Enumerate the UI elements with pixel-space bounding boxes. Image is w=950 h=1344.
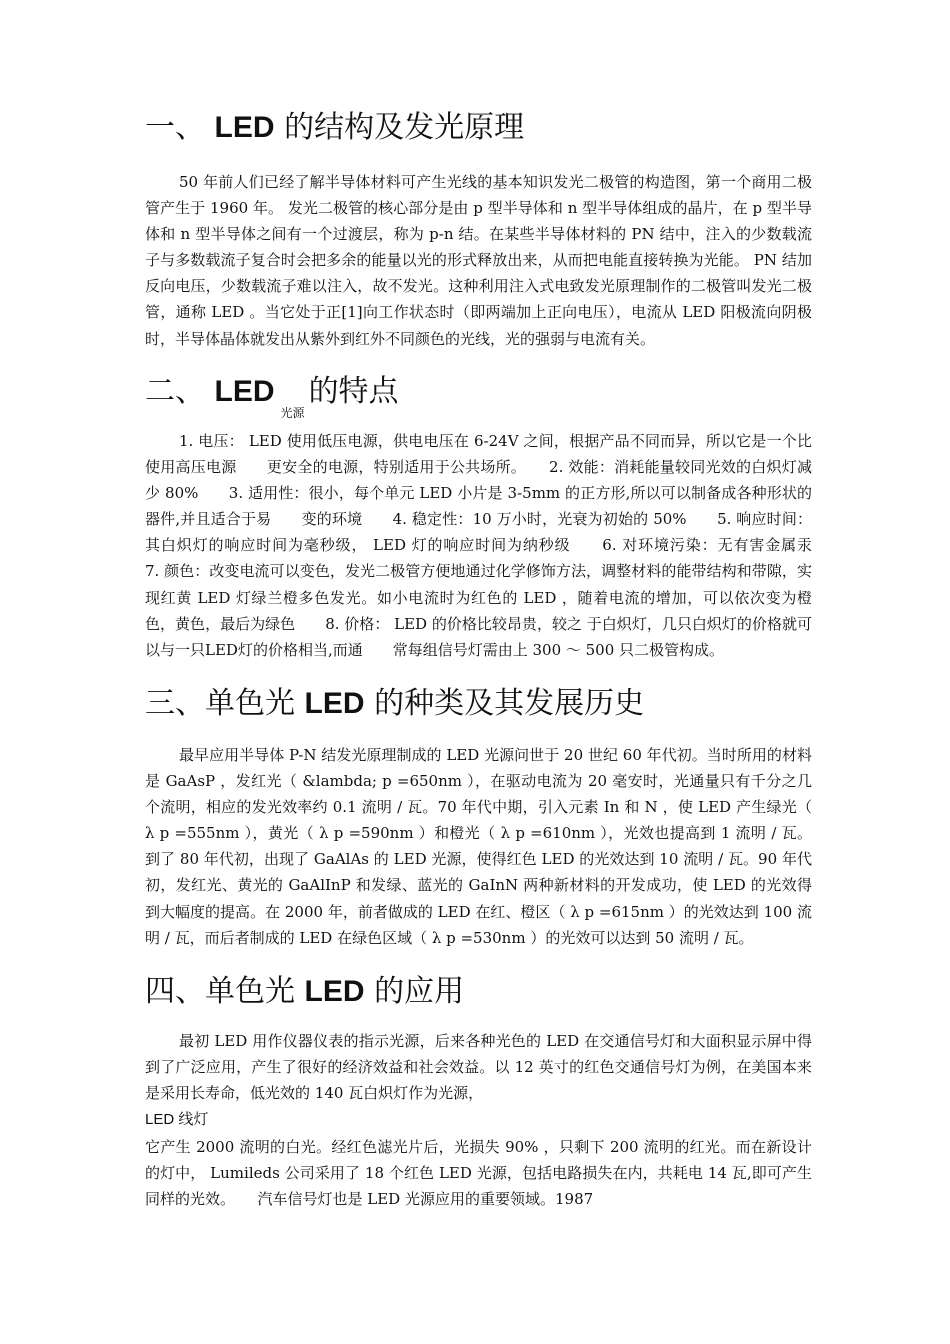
heading-number: 二、 bbox=[145, 374, 205, 409]
heading-text: 的结构及发光原理 bbox=[284, 110, 525, 145]
heading-number: 四、单色光 bbox=[145, 974, 295, 1009]
paragraph-history: 最早应用半导体 P-N 结发光原理制成的 LED 光源问世于 20 世纪 60 年代初。当时所用的材料是 GaAsP ，发红光（ &lambda; p =650nm ），在驱动电流为 20 毫安时，光通量只有千分之几个流明，相应的发光效率约 0.1 流明 / 瓦。70 年代中期，引入元素 In 和 N ，使 LED 产生绿光（ λ p =555nm ），黄光（ λ p =590nm ）和橙光（ λ p =610nm ），光效也提高到 1 流明 / 瓦。到了 80 年代初，出现了 GaAlAs 的 LED 光源，使得红色 LED 的光效达到 10 流明 / 瓦。90 年代初，发红光、黄光的 GaAlInP 和发绿、蓝光的 GaInN 两种新材料的开发成功，使 LED 的光效得到大幅度的提高。在 2000 年，前者做成的 LED 在红、橙区（ λ p =615nm ）的光效达到 100 流明 / 瓦，而后者制成的 LED 在绿色区域（ λ p =530nm ）的光效可以达到 50 流明 / 瓦。 bbox=[145, 746, 812, 947]
heading-history bbox=[145, 686, 644, 722]
paragraph-application: 最初 LED 用作仪器仪表的指示光源，后来各种光色的 LED 在交通信号灯和大面积显示屏中得到了广泛应用，产生了很好的经济效益和社会效益。以 12 英寸的红色交通信号灯为例，在美国本来是采用长寿命，低光效的 140 瓦白炽灯作为光源， bbox=[145, 1032, 812, 1103]
paragraph-structure: 50 年前人们已经了解半导体材料可产生光线的基本知识发光二极管的构造图，第一个商用二极管产生于 1960 年。 发光二极管的核心部分是由 p 型半导体和 n 型半导体组成的晶片，在 p 型半导体和 n 型半导体之间有一个过渡层，称为 p-n 结。在某些半导体材料的 PN 结中，注入的少数载流子与多数载流子复合时会把多余的能量以光的形式释放出来，从而把电能直接转换为光能。 PN 结加反向电压，少数载流子难以注入，故不发光。这种利用注入式电致发光原理制作的二极管叫发光二极管，通称 LED 。当它处于正[1]向工作状态时（即两端加上正向电压），电流从 LED 阳极流向阴极时，半导体晶体就发出从紫外到红外不同颜色的光线，光的强弱与电流有关。 bbox=[145, 173, 812, 348]
label-led-strip: LED 线灯 bbox=[145, 1111, 209, 1128]
heading-number: 一、 bbox=[145, 110, 205, 145]
heading-features bbox=[145, 374, 399, 431]
heading-text: 的应用 bbox=[374, 974, 465, 1009]
heading-latin: LED bbox=[304, 687, 365, 720]
heading-text: 的种类及其发展历史 bbox=[374, 686, 645, 721]
heading-latin: LED bbox=[214, 111, 275, 144]
paragraph-features: 1. 电压： LED 使用低压电源，供电电压在 6-24V 之间，根据产品不同而异，所以它是一个比使用高压电源 更安全的电源，特别适用于公共场所。 2. 效能：消耗能量较同光效的白炽灯减少 80% 3. 适用性：很小，每个单元 LED 小片是 3-5mm 的正方形,所以可以制备成各种形状的器件,并且适合于易 变的环境 4. 稳定性：10 万小时，光衰为初始的 50% 5. 响应时间：其白炽灯的响应时间为毫秒级， LED 灯的响应时间为纳秒级 6. 对环境污染：无有害金属汞 7. 颜色：改变电流可以变色，发光二极管方便地通过化学修饰方法，调整材料的能带结构和带隙，实现红黄 LED 灯绿兰橙多色发光。如小电流时为红色的 LED ，随着电流的增加，可以依次变为橙色，黄色，最后为绿色 8. 价格： LED 的价格比较昂贵，较之 于白炽灯，几只白炽灯的价格就可以与一只LED灯的价格相当,而通 常每组信号灯需由上 300 ～ 500 只二极管构成。 bbox=[145, 432, 843, 659]
paragraph-application-2: 它产生 2000 流明的白光。经红色滤光片后，光损失 90% ，只剩下 200 流明的红光。而在新设计的灯中， Lumileds 公司采用了 18 个红色 LED 光源，包括电路损失在内，共耗电 14 瓦,即可产生同样的光效。 汽车信号灯也是 LED 光源应用的重要领域。1987 bbox=[145, 1138, 812, 1209]
heading-subscript: 光源 bbox=[280, 406, 305, 420]
heading-structure bbox=[145, 110, 524, 146]
heading-text: 的特点 bbox=[308, 374, 399, 409]
heading-application bbox=[145, 974, 464, 1010]
heading-latin: LED bbox=[304, 975, 365, 1008]
heading-number: 三、单色光 bbox=[145, 686, 295, 721]
heading-latin: LED bbox=[214, 375, 275, 408]
